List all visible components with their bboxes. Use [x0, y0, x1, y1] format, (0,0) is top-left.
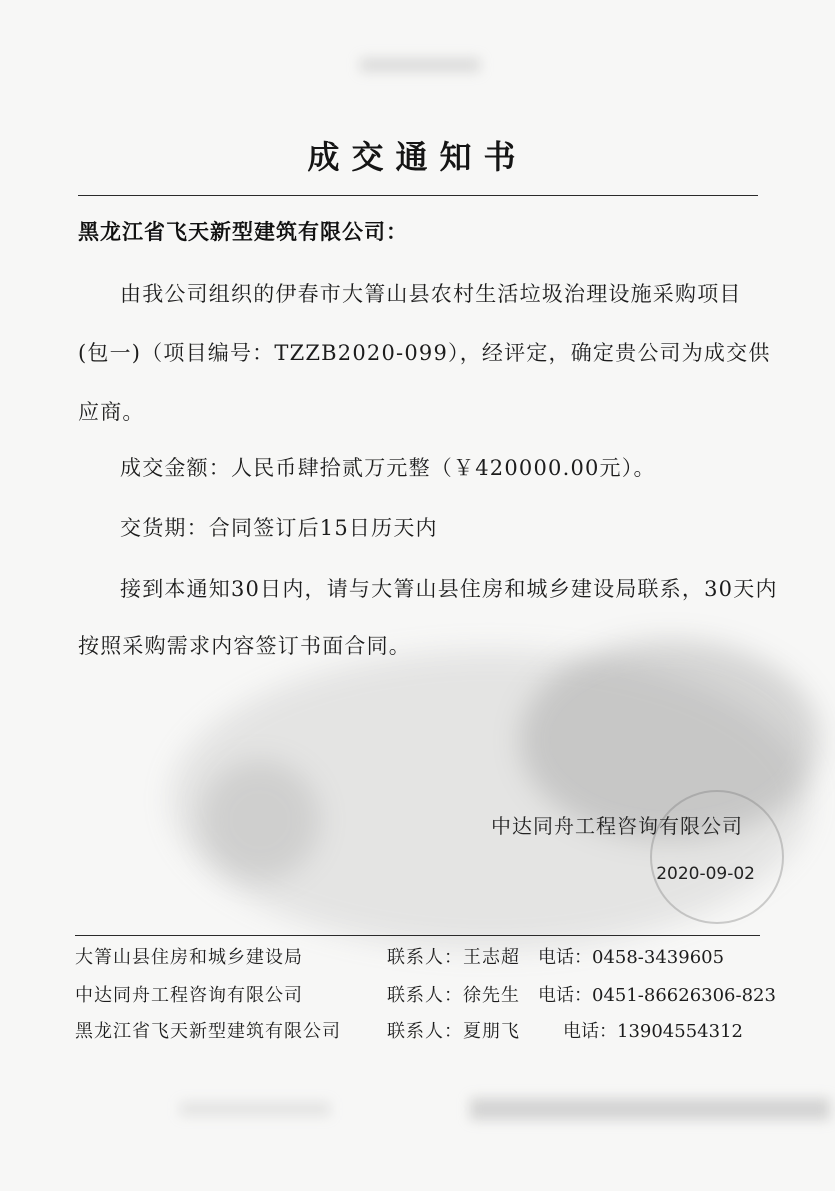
contact-person: 联系人：徐先生 [387, 985, 520, 1006]
scan-artifact [180, 1102, 330, 1116]
contact-phone: 电话：13904554312 [563, 1021, 743, 1042]
contact-row [75, 943, 775, 973]
body-paragraph-line: 接到本通知30日内，请与大箐山县住房和城乡建设局联系，30天内 [120, 577, 778, 601]
contact-person: 联系人：王志超 [387, 947, 520, 968]
contacts-divider [75, 935, 760, 936]
body-paragraph-line: 由我公司组织的伊春市大箐山县农村生活垃圾治理设施采购项目 [120, 282, 742, 306]
scan-artifact [360, 58, 480, 72]
contact-phone: 电话：0451-86626306-823 [538, 985, 776, 1006]
contact-row [75, 981, 775, 1011]
scan-artifact [470, 1098, 830, 1120]
body-paragraph-line: (包一)（项目编号：TZZB2020-099），经评定，确定贵公司为成交供 [78, 341, 771, 365]
delivery-period: 交货期：合同签订后15日历天内 [120, 516, 438, 540]
body-paragraph-line: 按照采购需求内容签订书面合同。 [78, 634, 411, 658]
title-divider [78, 195, 758, 196]
contact-row [75, 1017, 775, 1047]
scan-smudge [170, 650, 810, 950]
scan-smudge [200, 760, 320, 880]
body-paragraph-line: 应商。 [78, 400, 145, 424]
addressee: 黑龙江省飞天新型建筑有限公司： [78, 219, 408, 244]
document-title: 成交通知书 [307, 138, 528, 176]
transaction-amount: 成交金额：人民币肆拾贰万元整（￥420000.00元）。 [120, 456, 656, 480]
contact-person: 联系人：夏朋飞 [387, 1021, 520, 1042]
contact-org: 大箐山县住房和城乡建设局 [75, 947, 303, 968]
contact-org: 中达同舟工程咨询有限公司 [75, 985, 303, 1006]
issuing-company: 中达同舟工程咨询有限公司 [491, 814, 743, 838]
issue-date: 2020-09-02 [656, 864, 755, 884]
contact-phone: 电话：0458-3439605 [538, 947, 725, 968]
contact-org: 黑龙江省飞天新型建筑有限公司 [75, 1021, 341, 1042]
